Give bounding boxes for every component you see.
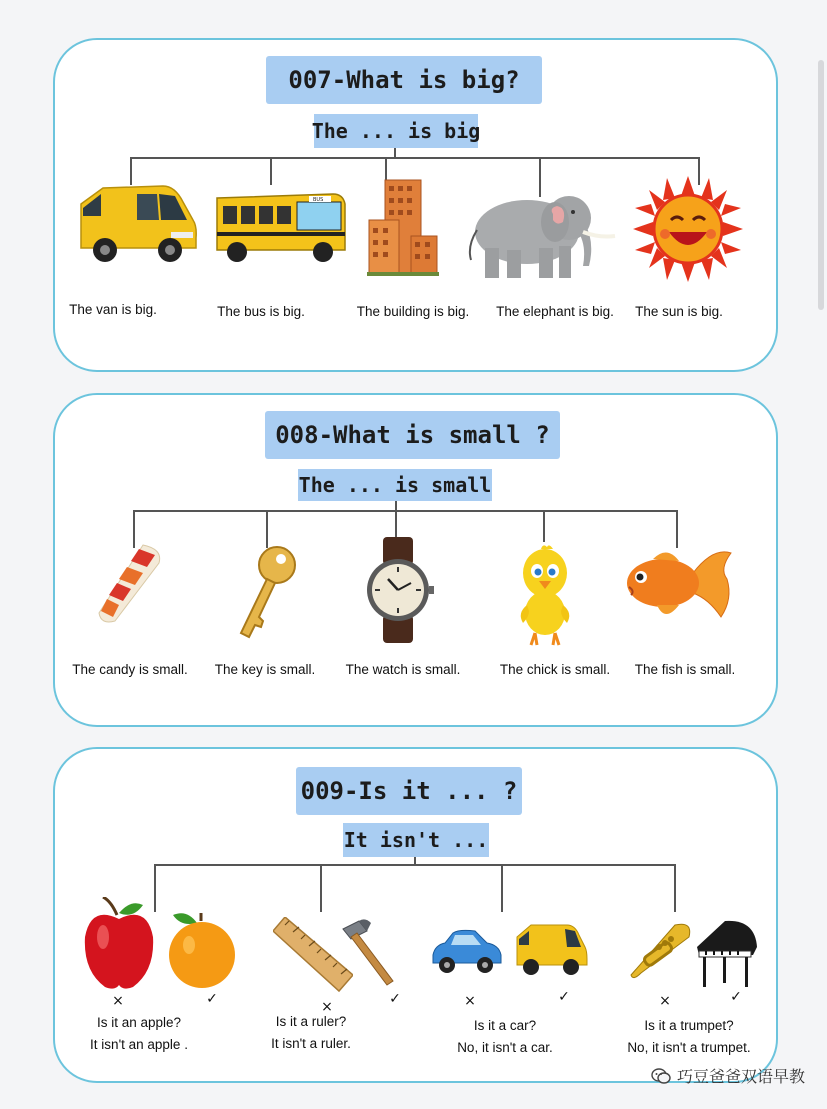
card-what-is-small	[53, 393, 778, 727]
tree-connector	[270, 157, 272, 185]
tree-connector	[130, 157, 700, 159]
van-icon	[75, 180, 200, 270]
card-is-it	[53, 747, 778, 1083]
tree-connector	[674, 864, 676, 912]
item-caption: The candy is small.	[72, 662, 188, 677]
item-caption: The bus is big.	[217, 304, 305, 319]
elephant-icon	[465, 186, 619, 280]
answer-text: It isn't an apple .	[90, 1037, 188, 1052]
scrollbar[interactable]	[818, 60, 824, 310]
tree-connector	[133, 510, 678, 512]
sun-icon	[633, 176, 743, 282]
check-mark: ✓	[730, 989, 742, 1005]
watch-icon	[361, 535, 435, 645]
tree-connector	[154, 864, 676, 866]
item-caption: The watch is small.	[345, 662, 461, 677]
tree-connector	[543, 510, 545, 542]
card-title: 007-What is big?	[266, 56, 542, 104]
apple-icon	[81, 897, 157, 991]
item-caption: The fish is small.	[634, 662, 736, 677]
question-text: Is it a ruler?	[275, 1014, 347, 1029]
card-what-is-big	[53, 38, 778, 372]
svg-text:BUS: BUS	[313, 197, 324, 203]
card-subtitle: The ... is big	[314, 114, 478, 148]
orange-icon	[167, 907, 237, 991]
check-mark: ✓	[389, 991, 401, 1007]
chick-icon	[513, 543, 577, 647]
hammer-icon	[337, 919, 399, 987]
piano-icon	[695, 919, 759, 989]
car-icon	[429, 927, 503, 977]
watermark-text: 巧豆爸爸双语早教	[676, 1067, 805, 1086]
tree-connector	[395, 510, 397, 538]
item-caption: The sun is big.	[635, 304, 723, 319]
wechat-icon	[651, 1067, 671, 1085]
item-caption: The key is small.	[214, 662, 316, 677]
cross-mark: ×	[659, 993, 671, 1009]
question-answer	[271, 1011, 351, 1055]
question-answer	[627, 1015, 750, 1059]
question-text: Is it an apple?	[96, 1015, 182, 1030]
bus-icon	[213, 188, 348, 268]
card-subtitle: The ... is small	[298, 469, 492, 501]
question-text: Is it a trumpet?	[644, 1018, 734, 1033]
cross-mark: ×	[321, 999, 333, 1015]
card-subtitle: It isn't ...	[343, 823, 489, 857]
question-text: Is it a car?	[473, 1018, 537, 1033]
van-icon	[513, 921, 589, 977]
item-caption: The chick is small.	[499, 662, 611, 677]
tree-connector	[501, 864, 503, 912]
question-answer	[457, 1015, 553, 1059]
tree-connector	[320, 864, 322, 912]
fish-icon	[623, 543, 735, 625]
check-mark: ✓	[206, 991, 218, 1007]
cross-mark: ×	[464, 993, 476, 1009]
trumpet-icon	[629, 921, 693, 983]
candy-icon	[95, 541, 165, 627]
item-caption: The van is big.	[69, 302, 157, 317]
answer-text: No, it isn't a car.	[457, 1040, 553, 1055]
question-answer	[90, 1012, 188, 1056]
building-icon	[367, 176, 439, 278]
cross-mark: ×	[112, 993, 124, 1009]
item-caption: The elephant is big.	[496, 304, 614, 319]
answer-text: It isn't a ruler.	[271, 1036, 351, 1051]
card-title: 008-What is small ?	[265, 411, 560, 459]
card-title: 009-Is it ... ?	[296, 767, 522, 815]
key-icon	[233, 543, 299, 641]
item-caption: The building is big.	[356, 304, 470, 319]
check-mark: ✓	[558, 989, 570, 1005]
watermark	[651, 1064, 805, 1087]
answer-text: No, it isn't a trumpet.	[627, 1040, 751, 1055]
